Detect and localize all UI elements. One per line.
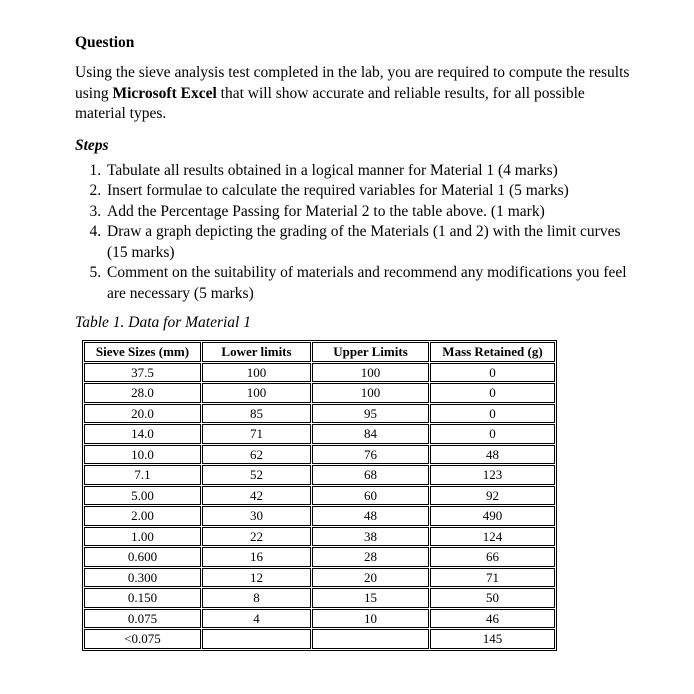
header-upper-limits: Upper Limits xyxy=(312,342,429,362)
cell-mass-retained: 124 xyxy=(430,527,555,547)
cell-upper-limit: 60 xyxy=(312,486,429,506)
cell-lower-limit: 16 xyxy=(202,547,311,567)
table-row xyxy=(84,383,555,403)
document-page xyxy=(75,33,635,651)
cell-lower-limit: 4 xyxy=(202,609,311,629)
cell-lower-limit xyxy=(202,629,311,649)
table-row xyxy=(84,629,555,649)
question-heading: Question xyxy=(75,34,135,51)
table-row xyxy=(84,609,555,629)
table-row xyxy=(84,588,555,608)
table-row xyxy=(84,547,555,567)
cell-mass-retained: 123 xyxy=(430,465,555,485)
table-header-row xyxy=(84,342,555,362)
cell-mass-retained: 48 xyxy=(430,445,555,465)
cell-lower-limit: 12 xyxy=(202,568,311,588)
table-row xyxy=(84,486,555,506)
table-row xyxy=(84,424,555,444)
cell-sieve-size: 0.300 xyxy=(84,568,201,588)
cell-lower-limit: 71 xyxy=(202,424,311,444)
table-row xyxy=(84,404,555,424)
question-intro xyxy=(75,63,635,125)
sieve-data-table xyxy=(82,340,557,651)
cell-sieve-size: <0.075 xyxy=(84,629,201,649)
intro-text-end: that will show accurate and reliable results, for all possible material types. xyxy=(75,84,585,122)
cell-mass-retained: 490 xyxy=(430,506,555,526)
cell-lower-limit: 62 xyxy=(202,445,311,465)
cell-sieve-size: 37.5 xyxy=(84,363,201,383)
cell-sieve-size: 2.00 xyxy=(84,506,201,526)
intro-text-start: Using the sieve analysis test completed in the lab, you are required to compute the results using xyxy=(75,64,630,102)
cell-sieve-size: 14.0 xyxy=(84,424,201,444)
steps-heading: Steps xyxy=(75,136,109,154)
cell-mass-retained: 50 xyxy=(430,588,555,608)
cell-sieve-size: 5.00 xyxy=(84,486,201,506)
step-item: 4. Draw a graph depicting the grading of the Materials (1 and 2) with the limit curves (15 marks) xyxy=(105,222,635,263)
cell-upper-limit: 15 xyxy=(312,588,429,608)
cell-upper-limit: 95 xyxy=(312,404,429,424)
cell-sieve-size: 7.1 xyxy=(84,465,201,485)
header-sieve-sizes: Sieve Sizes (mm) xyxy=(84,342,201,362)
cell-sieve-size: 10.0 xyxy=(84,445,201,465)
step-item: 1. Tabulate all results obtained in a logical manner for Material 1 (4 marks) xyxy=(105,161,635,182)
cell-upper-limit: 48 xyxy=(312,506,429,526)
cell-sieve-size: 1.00 xyxy=(84,527,201,547)
cell-sieve-size: 20.0 xyxy=(84,404,201,424)
cell-lower-limit: 42 xyxy=(202,486,311,506)
step-item: 2. Insert formulae to calculate the required variables for Material 1 (5 marks) xyxy=(105,181,635,202)
cell-upper-limit: 100 xyxy=(312,363,429,383)
table-row xyxy=(84,506,555,526)
cell-mass-retained: 46 xyxy=(430,609,555,629)
table-row xyxy=(84,568,555,588)
cell-sieve-size: 0.075 xyxy=(84,609,201,629)
cell-upper-limit: 20 xyxy=(312,568,429,588)
steps-list xyxy=(75,161,635,305)
table-row xyxy=(84,527,555,547)
cell-upper-limit xyxy=(312,629,429,649)
cell-lower-limit: 100 xyxy=(202,383,311,403)
cell-mass-retained: 66 xyxy=(430,547,555,567)
header-lower-limits: Lower limits xyxy=(202,342,311,362)
cell-mass-retained: 0 xyxy=(430,424,555,444)
table-caption: Table 1. Data for Material 1 xyxy=(75,314,251,331)
cell-lower-limit: 30 xyxy=(202,506,311,526)
cell-upper-limit: 100 xyxy=(312,383,429,403)
cell-mass-retained: 145 xyxy=(430,629,555,649)
cell-mass-retained: 0 xyxy=(430,383,555,403)
step-item: 3. Add the Percentage Passing for Material 2 to the table above. (1 mark) xyxy=(105,202,635,223)
cell-lower-limit: 100 xyxy=(202,363,311,383)
cell-upper-limit: 76 xyxy=(312,445,429,465)
cell-upper-limit: 38 xyxy=(312,527,429,547)
cell-lower-limit: 52 xyxy=(202,465,311,485)
cell-lower-limit: 85 xyxy=(202,404,311,424)
cell-upper-limit: 68 xyxy=(312,465,429,485)
table-row xyxy=(84,363,555,383)
table-row xyxy=(84,445,555,465)
cell-mass-retained: 0 xyxy=(430,404,555,424)
cell-sieve-size: 0.600 xyxy=(84,547,201,567)
cell-sieve-size: 0.150 xyxy=(84,588,201,608)
cell-sieve-size: 28.0 xyxy=(84,383,201,403)
cell-mass-retained: 71 xyxy=(430,568,555,588)
cell-upper-limit: 28 xyxy=(312,547,429,567)
cell-mass-retained: 0 xyxy=(430,363,555,383)
cell-upper-limit: 10 xyxy=(312,609,429,629)
cell-lower-limit: 8 xyxy=(202,588,311,608)
intro-bold-software: Microsoft Excel xyxy=(112,84,217,102)
table-row xyxy=(84,465,555,485)
step-item: 5. Comment on the suitability of materials and recommend any modifications you feel are necessary (5 marks) xyxy=(105,263,635,304)
cell-mass-retained: 92 xyxy=(430,486,555,506)
cell-lower-limit: 22 xyxy=(202,527,311,547)
cell-upper-limit: 84 xyxy=(312,424,429,444)
header-mass-retained: Mass Retained (g) xyxy=(430,342,555,362)
